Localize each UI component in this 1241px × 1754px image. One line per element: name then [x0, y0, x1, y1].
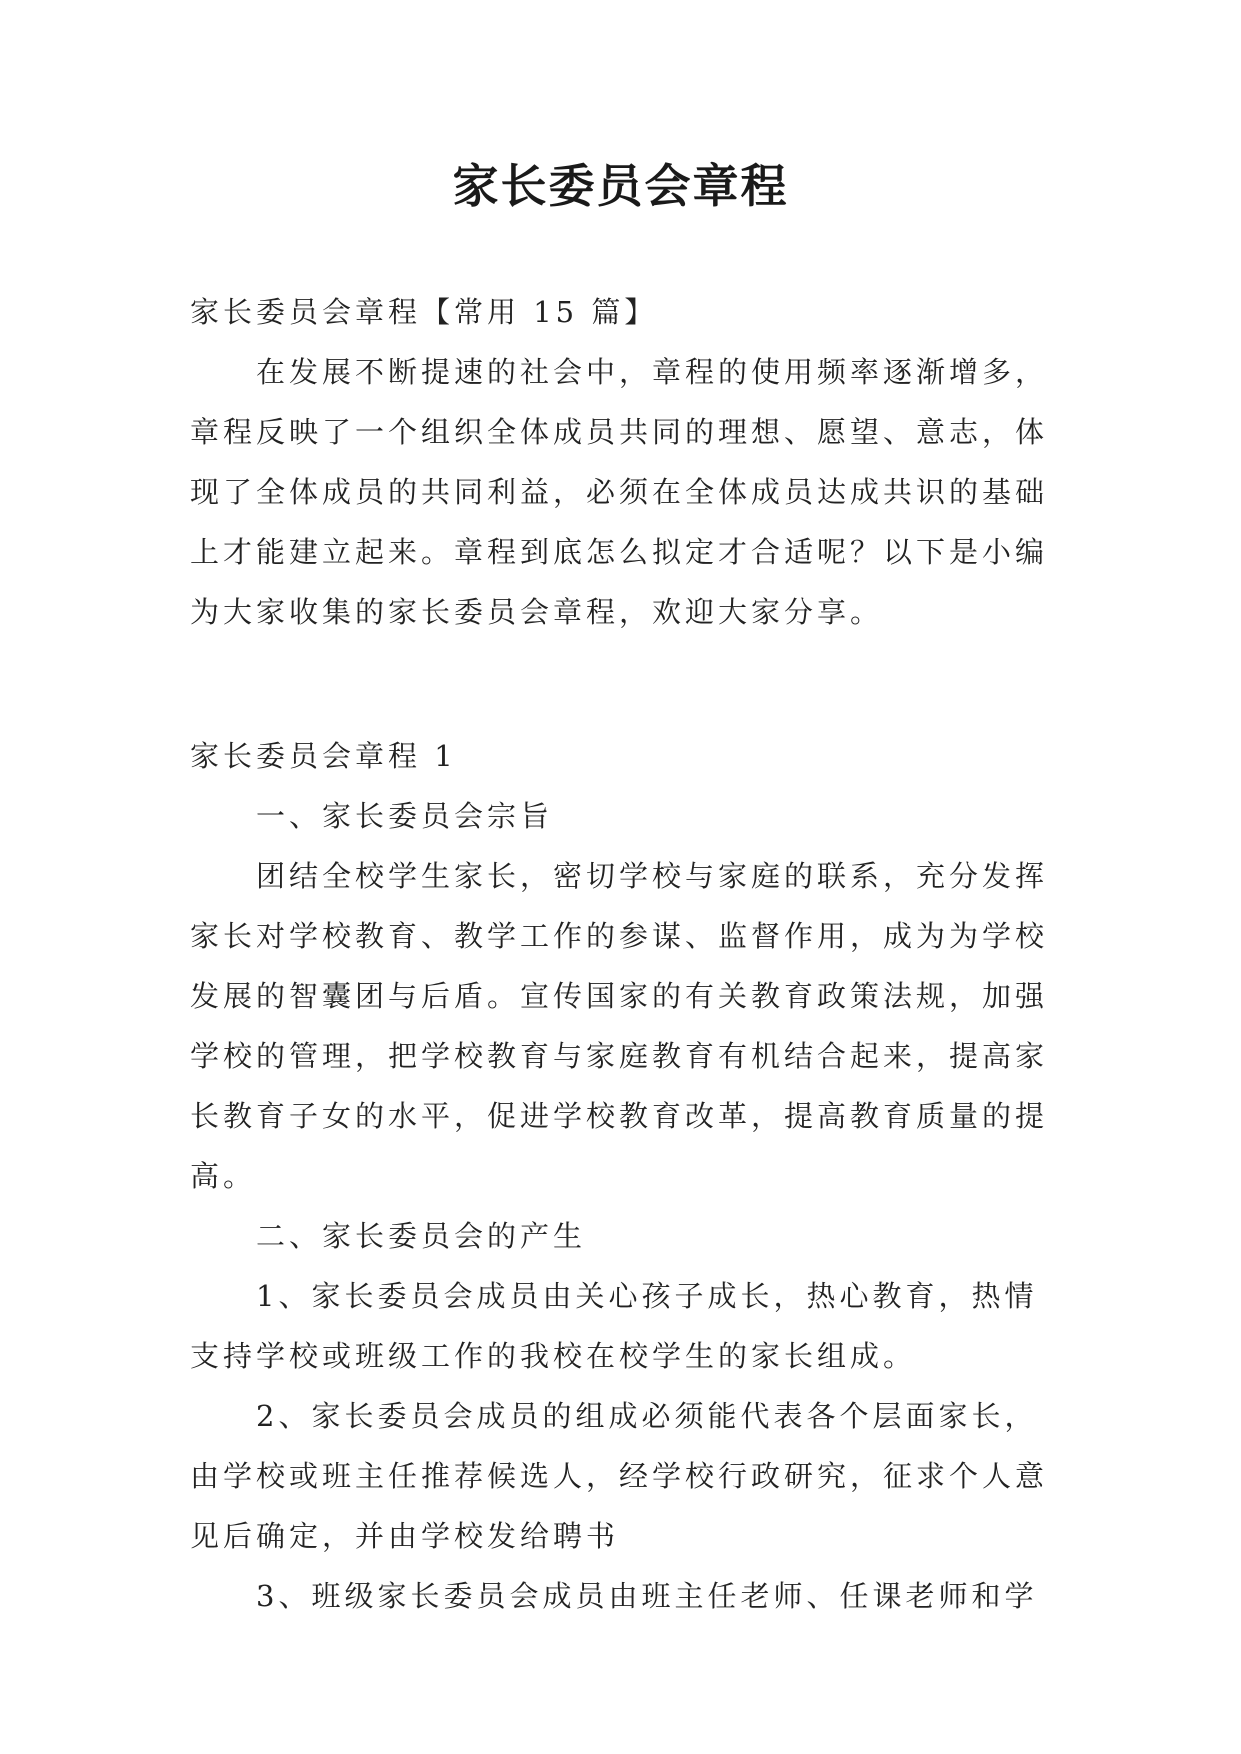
part1-paragraph [190, 846, 1060, 1206]
paragraph-line: 见后确定，并由学校发给聘书 [190, 1519, 620, 1553]
paragraph-line: 1、家长委员会成员由关心孩子成长，热心教育，热情 [256, 1279, 1038, 1313]
intro-line: 现了全体成员的共同利益，必须在全体成员达成共识的基础 [190, 475, 1049, 509]
part-heading: 一、家长委员会宗旨 [256, 799, 554, 833]
intro-line: 在发展不断提速的社会中，章程的使用频率逐渐增多， [256, 355, 1049, 389]
document-title: 家长委员会章程 [452, 159, 789, 213]
document-subtitle: 家长委员会章程【常用 15 篇】 [190, 295, 658, 329]
intro-line: 为大家收集的家长委员会章程，欢迎大家分享。 [190, 595, 884, 629]
paragraph-line: 发展的智囊团与后盾。宣传国家的有关教育政策法规，加强 [190, 979, 1049, 1013]
paragraph-line: 3、班级家长委员会成员由班主任老师、任课老师和学 [256, 1579, 1038, 1613]
paragraph-line: 2、家长委员会成员的组成必须能代表各个层面家长， [256, 1399, 1038, 1433]
paragraph-line: 家长对学校教育、教学工作的参谋、监督作用，成为为学校 [190, 919, 1049, 953]
intro-line: 上才能建立起来。章程到底怎么拟定才合适呢？以下是小编 [190, 535, 1049, 569]
item-2-paragraph [190, 1386, 1060, 1566]
section-spacer [190, 702, 1060, 726]
section-spacer [190, 642, 1060, 702]
section-heading: 家长委员会章程 1 [190, 739, 457, 773]
intro-line: 章程反映了一个组织全体成员共同的理想、愿望、意志，体 [190, 415, 1049, 449]
item-3-paragraph [190, 1566, 1060, 1626]
paragraph-line: 团结全校学生家长，密切学校与家庭的联系，充分发挥 [256, 859, 1049, 893]
paragraph-line: 高。 [190, 1159, 257, 1193]
paragraph-line: 长教育子女的水平，促进学校教育改革，提高教育质量的提 [190, 1099, 1049, 1133]
item-1-paragraph [190, 1266, 1060, 1386]
part-heading: 二、家长委员会的产生 [256, 1219, 587, 1253]
intro-paragraph [190, 342, 1060, 642]
paragraph-line: 学校的管理，把学校教育与家庭教育有机结合起来，提高家 [190, 1039, 1049, 1073]
document-body [190, 282, 1060, 1626]
paragraph-line: 支持学校或班级工作的我校在校学生的家长组成。 [190, 1339, 917, 1373]
paragraph-line: 由学校或班主任推荐候选人，经学校行政研究，征求个人意 [190, 1459, 1049, 1493]
